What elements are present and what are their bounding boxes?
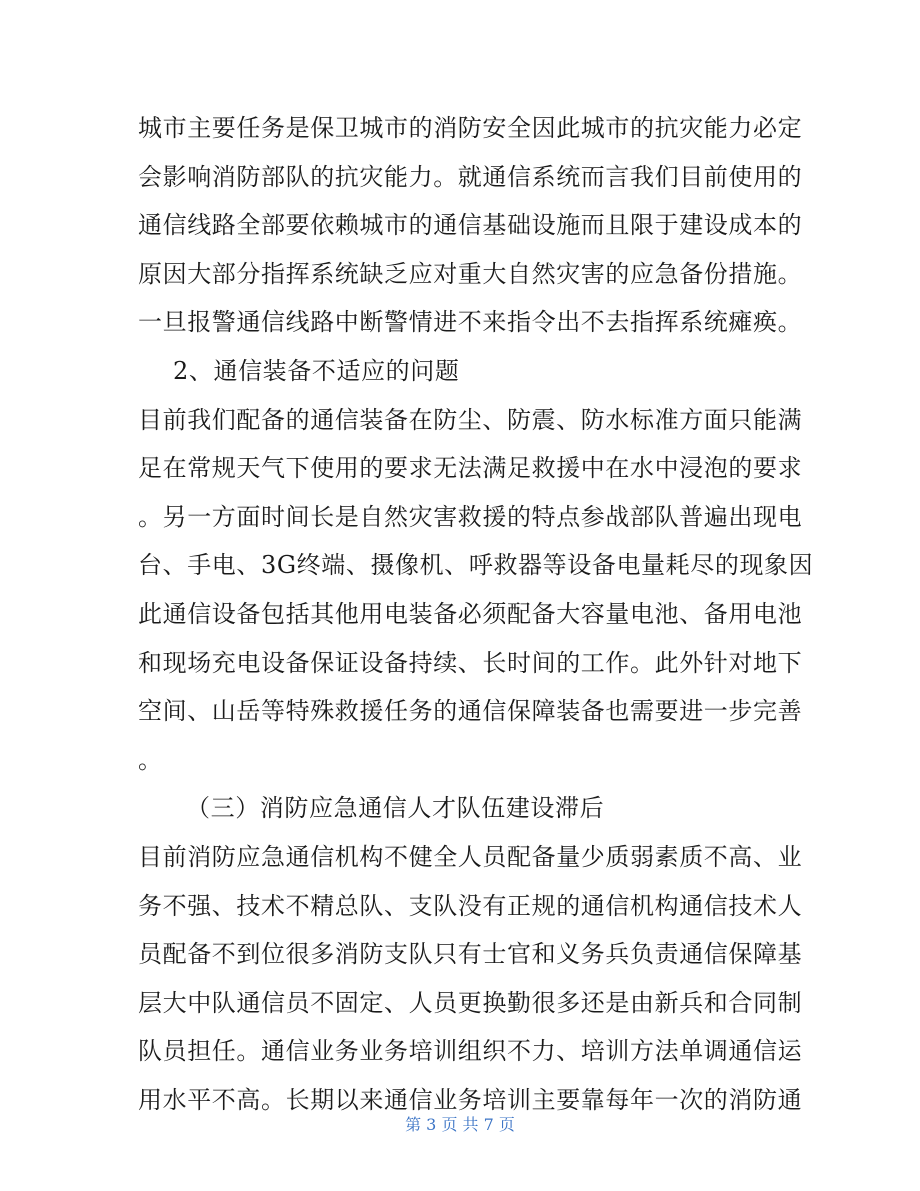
text-line: 台、手电、3G终端、摄像机、呼救器等设备电量耗尽的现象因 — [138, 551, 814, 580]
text-line: 通信线路全部要依赖城市的通信基础设施而且限于建设成本的 — [138, 211, 803, 240]
text-line: 城市主要任务是保卫城市的消防安全因此城市的抗灾能力必定 — [138, 114, 803, 142]
text-line: 足在常规天气下使用的要求无法满足救援中在水中浸泡的要求 — [138, 454, 803, 483]
text-line: 目前消防应急通信机构不健全人员配备量少质弱素质不高、业 — [138, 842, 803, 871]
text-line: 原因大部分指挥系统缺乏应对重大自然灾害的应急备份措施。 — [138, 259, 803, 288]
text-line: 用水平不高。长期以来通信业务培训主要靠每年一次的消防通 — [138, 1085, 803, 1114]
text-line: 目前我们配备的通信装备在防尘、防震、防水标准方面只能满 — [138, 405, 803, 434]
text-line: 会影响消防部队的抗灾能力。就通信系统而言我们目前使用的 — [138, 162, 803, 191]
section-heading: 2、通信装备不适应的问题 — [173, 356, 460, 385]
text-line: 员配备不到位很多消防支队只有士官和义务兵负责通信保障基 — [138, 940, 803, 969]
text-line: 。 — [138, 745, 163, 774]
document-body — [138, 104, 814, 1124]
text-line: 空间、山岳等特殊救援任务的通信保障装备也需要进一步完善 — [138, 697, 803, 726]
page-number: 第 3 页 共 7 页 — [405, 1115, 515, 1134]
section-heading: （三）消防应急通信人才队伍建设滞后 — [186, 794, 605, 823]
text-line: 和现场充电设备保证设备持续、长时间的工作。此外针对地下 — [138, 648, 803, 677]
text-line: 此通信设备包括其他用电装备必须配备大容量电池、备用电池 — [138, 599, 803, 628]
text-line: 层大中队通信员不固定、人员更换勤很多还是由新兵和合同制 — [138, 988, 803, 1017]
text-line: 队员担任。通信业务业务培训组织不力、培训方法单调通信运 — [138, 1037, 803, 1066]
text-line: 。另一方面时间长是自然灾害救援的特点参战部队普遍出现电 — [138, 502, 803, 531]
text-line: 一旦报警通信线路中断警情进不来指令出不去指挥系统瘫痪。 — [138, 308, 803, 337]
text-line: 务不强、技术不精总队、支队没有正规的通信机构通信技术人 — [138, 891, 803, 920]
